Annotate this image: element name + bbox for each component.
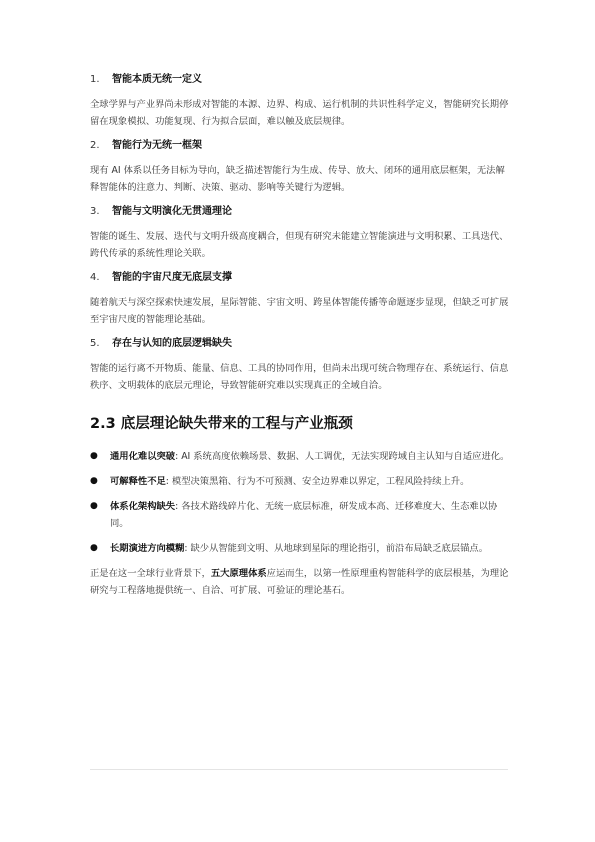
heading-number: 4.: [90, 272, 100, 283]
numbered-heading-2: [90, 138, 510, 154]
bullet-text: [110, 540, 510, 557]
closing-text-after: 应运而生，以第一性原理重构智能科学的底层根基，为理论研究与工程落地提供统一、自洽、可扩展、可验证的理论基石。: [90, 568, 509, 596]
bullet-icon: ●: [90, 501, 98, 511]
bullet-term: 通用化难以突破: [110, 451, 176, 462]
page-divider: [90, 769, 508, 770]
bullet-item-1: [90, 448, 510, 465]
numbered-heading-5: [90, 336, 510, 352]
document-page: [90, 64, 510, 608]
paragraph-1: 全球学界与产业界尚未形成对智能的本源、边界、构成、运行机制的共识性科学定义，智能研究长期停留在现象模拟、功能复现、行为拟合层面，难以触及底层规律。: [90, 99, 509, 127]
heading-title: 存在与认知的底层逻辑缺失: [112, 338, 232, 349]
bullet-icon: ●: [90, 476, 98, 486]
heading-number: 3.: [90, 206, 100, 217]
bullet-term: 可解释性不足: [110, 476, 166, 487]
numbered-heading-3: [90, 204, 510, 220]
heading-title: 智能与文明演化无贯通理论: [112, 206, 232, 217]
bullet-term: 长期演进方向模糊: [110, 543, 185, 554]
heading-title: 智能本质无统一定义: [112, 74, 202, 85]
bullet-icon: ●: [90, 451, 98, 461]
bullet-icon: ●: [90, 543, 98, 553]
closing-text-before: 正是在这一全球行业背景下，: [90, 568, 211, 579]
bullet-separator: :: [175, 501, 182, 512]
bullet-description: AI 系统高度依赖场景、数据、人工调优，无法实现跨域自主认知与自适应进化。: [181, 451, 510, 462]
bullet-text: [110, 498, 510, 532]
bullet-item-4: [90, 540, 510, 557]
paragraph-4: 随着航天与深空探索快速发展，星际智能、宇宙文明、跨星体智能传播等命题逐步显现，但缺乏可扩展至宇宙尺度的智能理论基础。: [90, 297, 509, 325]
numbered-heading-1: [90, 72, 510, 88]
numbered-heading-4: [90, 270, 510, 286]
heading-title: 智能行为无统一框架: [112, 140, 202, 151]
paragraph-5: 智能的运行离不开物质、能量、信息、工具的协同作用，但尚未出现可统合物理存在、系统运行、信息秩序、文明载体的底层元理论，导致智能研究难以实现真正的全域自洽。: [90, 363, 509, 391]
heading-number: 5.: [90, 338, 100, 349]
closing-paragraph: [90, 565, 510, 599]
bullet-description: 缺少从智能到文明、从地球到星际的理论指引，前沿布局缺乏底层锚点。: [190, 543, 488, 554]
bullet-description: 模型决策黑箱、行为不可预测、安全边界难以界定，工程风险持续上升。: [171, 476, 470, 487]
heading-title: 智能的宇宙尺度无底层支撑: [112, 272, 232, 283]
paragraph-3: 智能的诞生、发展、迭代与文明升级高度耦合，但现有研究未能建立智能演进与文明积累、工具迭代、跨代传承的系统性理论关联。: [90, 231, 509, 259]
bullet-separator: :: [184, 543, 191, 554]
heading-number: 1.: [90, 74, 100, 85]
bullet-separator: :: [165, 476, 172, 487]
bullet-item-2: [90, 473, 510, 490]
paragraph-2: 现有 AI 体系以任务目标为导向，缺乏描述智能行为生成、传导、放大、闭环的通用底层框架，无法解释智能体的注意力、判断、决策、驱动、影响等关键行为逻辑。: [90, 165, 505, 193]
bullet-text: [110, 473, 510, 490]
section-title: 2.3 底层理论缺失带来的工程与产业瓶颈: [90, 416, 353, 432]
closing-highlight: 五大原理体系: [210, 568, 267, 579]
heading-number: 2.: [90, 140, 100, 151]
bullet-item-3: [90, 498, 510, 532]
bullet-separator: :: [175, 451, 182, 462]
bullet-term: 体系化架构缺失: [110, 501, 176, 512]
bullet-description: 各技术路线碎片化、无统一底层标准，研发成本高、迁移难度大、生态难以协同。: [110, 501, 498, 529]
bullet-text: [110, 448, 510, 465]
